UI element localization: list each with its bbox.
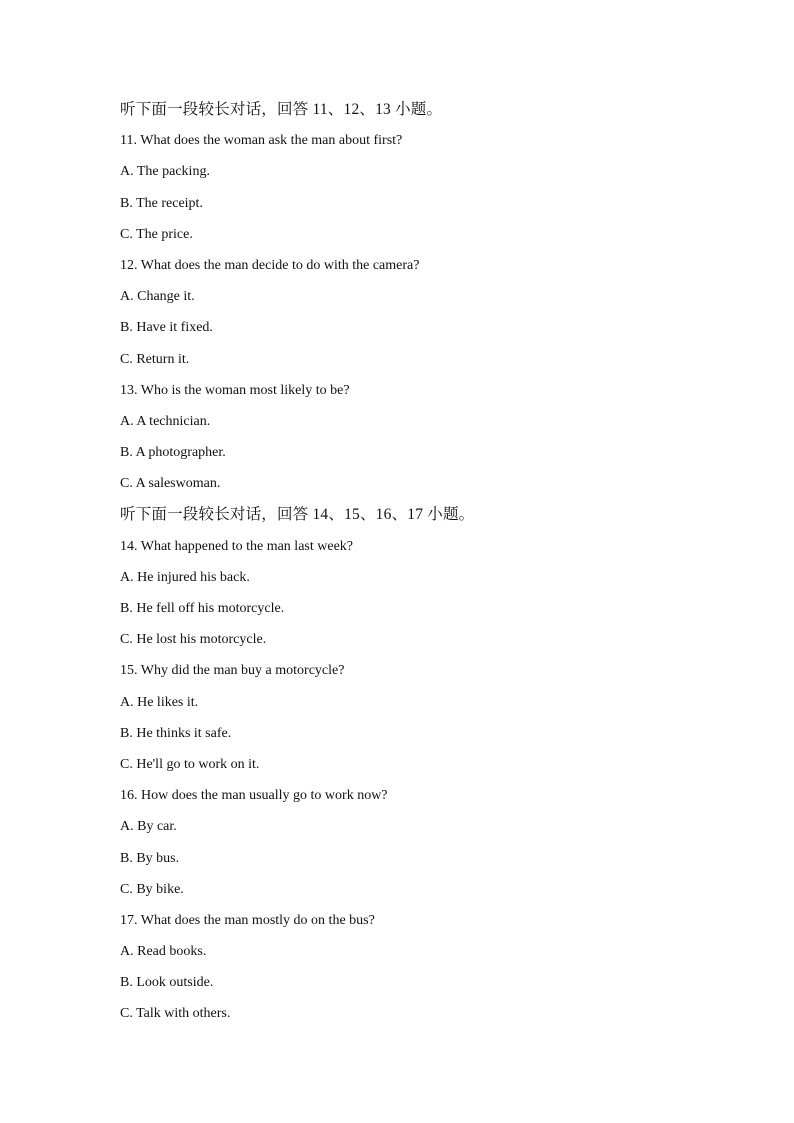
option-b: B. Look outside. [120,975,214,991]
option-c: C. By bike. [120,881,184,897]
option-c: C. He'll go to work on it. [120,756,260,772]
question-stem: 11. What does the woman ask the man about first? [120,133,403,149]
question-stem: 15. Why did the man buy a motorcycle? [120,663,345,679]
option-a: A. He injured his back. [120,569,250,585]
question-stem: 17. What does the man mostly do on the bus? [120,912,375,928]
option-a: A. He likes it. [120,694,199,710]
question-stem: 13. Who is the woman most likely to be? [120,382,350,398]
option-a: A. A technician. [120,413,211,429]
option-b: B. A photographer. [120,445,226,461]
option-c: C. Return it. [120,351,190,367]
option-a: A. Change it. [120,289,195,305]
option-c: C. He lost his motorcycle. [120,632,267,648]
question-stem: 16. How does the man usually go to work now? [120,788,388,804]
option-a: A. The packing. [120,164,210,180]
option-c: C. A saleswoman. [120,476,221,492]
question-stem: 12. What does the man decide to do with the camera? [120,257,420,273]
section-heading: 听下面一段较长对话，回答 11、12、13 小题。 [120,101,443,118]
option-b: B. He thinks it safe. [120,725,232,741]
option-b: B. The receipt. [120,195,203,211]
option-a: A. Read books. [120,944,207,960]
option-a: A. By car. [120,819,177,835]
document-page [120,99,740,1035]
option-c: C. The price. [120,226,193,242]
section-heading: 听下面一段较长对话，回答 14、15、16、17 小题。 [120,506,475,524]
question-stem: 14. What happened to the man last week? [120,538,353,554]
option-b: B. Have it fixed. [120,320,213,336]
option-b: B. By bus. [120,850,180,866]
option-c: C. Talk with others. [120,1006,231,1022]
option-b: B. He fell off his motorcycle. [120,601,285,616]
